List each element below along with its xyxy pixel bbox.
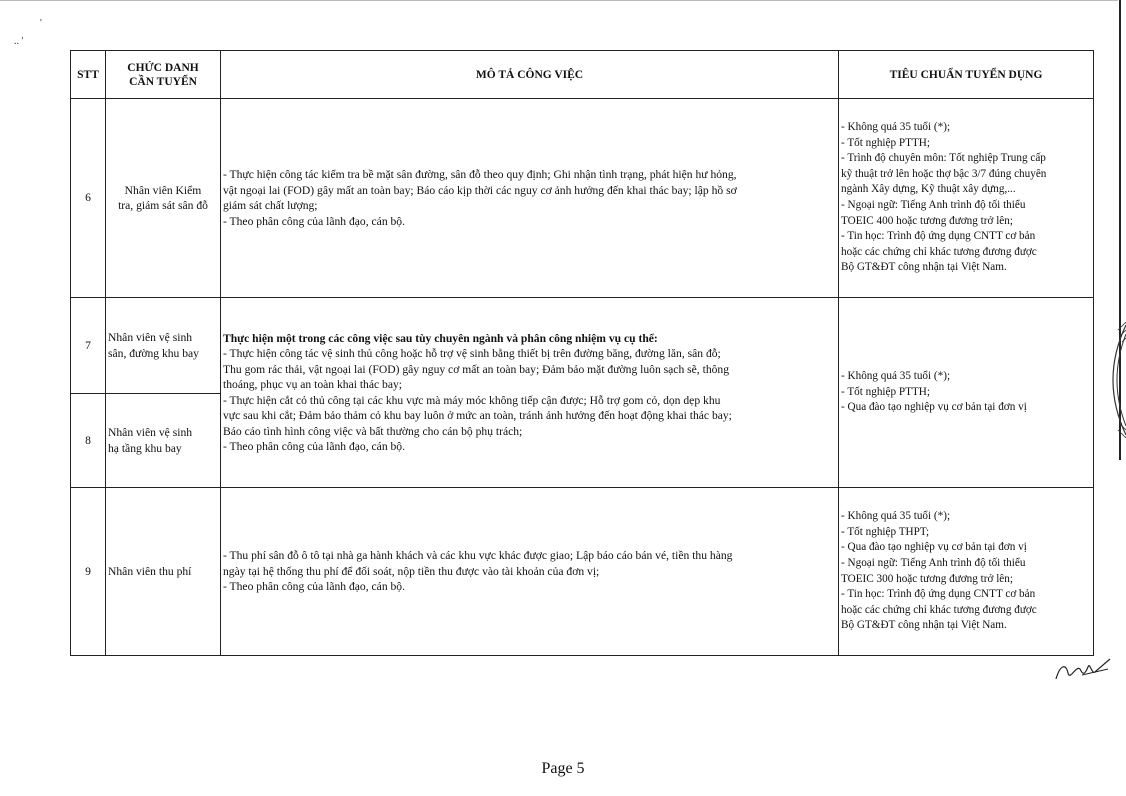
- row-description: [221, 99, 839, 298]
- requirement-line: - Tốt nghiệp PTTH;: [841, 136, 930, 149]
- requirement-line: - Tin học: Trình độ ứng dụng CNTT cơ bản: [841, 230, 1036, 243]
- requirement-line: hoặc các chứng chỉ khác tương đương được: [841, 245, 1037, 258]
- requirement-line: - Trình độ chuyên môn: Tốt nghiệp Trung cấp: [841, 152, 1046, 165]
- description-line: - Theo phân công của lãnh đạo, cán bộ.: [223, 214, 406, 228]
- row-requirements: [839, 99, 1094, 298]
- description-line: vật ngoại lai (FOD) gây mất an toàn bay; Báo cáo kịp thời các nguy cơ ảnh hưởng đến khai thác bay; lập hồ sơ: [223, 183, 737, 197]
- row-title: [106, 394, 221, 488]
- requirement-line: - Tốt nghiệp PTTH;: [841, 385, 930, 398]
- description-line: thoáng, phục vụ an toàn khai thác bay;: [223, 378, 403, 391]
- row-title: [106, 488, 221, 656]
- row-title-line: sân, đường khu bay: [108, 346, 199, 360]
- description-line: giám sát chất lượng;: [223, 199, 318, 212]
- requirement-line: - Qua đào tạo nghiệp vụ cơ bản tại đơn vị: [841, 541, 1027, 554]
- description-line: vực sau khi cắt; Đảm bảo thảm cỏ khu bay luôn ở mức an toàn, tránh ảnh hưởng đến hoạt động khai thác bay;: [223, 409, 732, 422]
- description-heading: Thực hiện một trong các công việc sau tùy chuyên ngành và phân công nhiệm vụ cụ thể:: [223, 331, 658, 345]
- row-title: [106, 298, 221, 394]
- header-title-line: CHỨC DANH: [127, 61, 199, 74]
- scan-speck: ': [40, 18, 42, 29]
- row-requirements: [839, 488, 1094, 656]
- description-line: - Thực hiện công tác vệ sinh thủ công hoặc hỗ trợ vệ sinh bằng thiết bị trên đường băng, đường lăn, sân đỗ;: [223, 347, 721, 360]
- requirement-line: TOEIC 400 hoặc tương đương trở lên;: [841, 214, 1013, 227]
- description-line: - Theo phân công của lãnh đạo, cán bộ.: [223, 580, 406, 594]
- table-row: [71, 488, 1094, 656]
- description-line: Báo cáo tình hình công việc và bất thường cho cán bộ phụ trách;: [223, 424, 523, 438]
- description-line: - Thực hiện công tác kiểm tra bề mặt sân đường, sân đỗ theo quy định; Ghi nhận tình trạng, phát hiện hư hỏng,: [223, 168, 737, 181]
- stamp-ring-graphic: [1096, 320, 1126, 440]
- row-title-line: hạ tầng khu bay: [108, 441, 182, 455]
- signature-scribble: [1052, 655, 1112, 685]
- row-title-line: Nhân viên thu phí: [108, 564, 192, 578]
- description-line: - Thực hiện cắt cỏ thủ công tại các khu vực mà máy móc không tiếp cận được; Hỗ trợ gom cỏ, dọn dẹp khu: [223, 393, 721, 407]
- row-title-line: Nhân viên vệ sinh: [108, 331, 193, 344]
- requirement-line: - Không quá 35 tuổi (*);: [841, 370, 951, 383]
- description-line: - Theo phân công của lãnh đạo, cán bộ.: [223, 440, 406, 453]
- requirement-line: - Ngoại ngữ: Tiếng Anh trình độ tối thiểu: [841, 556, 1026, 569]
- table-header-row: [71, 51, 1094, 99]
- requirement-line: - Qua đào tạo nghiệp vụ cơ bản tại đơn vị: [841, 401, 1027, 414]
- table-row: [71, 298, 1094, 394]
- row-requirements: [839, 298, 1094, 488]
- page-number: Page 5: [541, 760, 585, 777]
- header-description: MÔ TẢ CÔNG VIỆC: [221, 51, 839, 99]
- row-description: [221, 298, 839, 488]
- row-stt: 7: [71, 298, 106, 394]
- top-edge-line: [0, 0, 1118, 1]
- scan-speck: .. ': [14, 36, 24, 47]
- header-requirements: TIÊU CHUẨN TUYỂN DỤNG: [839, 51, 1094, 99]
- requirement-line: TOEIC 300 hoặc tương đương trở lên;: [841, 572, 1013, 585]
- header-stt: STT: [71, 51, 106, 99]
- requirement-line: - Tin học: Trình độ ứng dụng CNTT cơ bản: [841, 588, 1036, 601]
- requirement-line: - Không quá 35 tuổi (*);: [841, 510, 951, 523]
- row-stt: 6: [71, 99, 106, 298]
- requirement-line: - Không quá 35 tuổi (*);: [841, 121, 951, 134]
- row-title: [106, 99, 221, 298]
- header-title: [106, 51, 221, 99]
- header-title-line: CẦN TUYỂN: [129, 75, 197, 88]
- requirement-line: Bộ GT&ĐT công nhận tại Việt Nam.: [841, 261, 1007, 274]
- requirement-line: ngành Xây dựng, Kỹ thuật xây dựng,...: [841, 183, 1016, 196]
- job-table: [70, 50, 1094, 656]
- requirement-line: kỹ thuật trở lên hoặc thợ bậc 3/7 đúng chuyên: [841, 167, 1047, 180]
- description-line: - Thu phí sân đỗ ô tô tại nhà ga hành khách và các khu vực khác được giao; Lập báo cáo bán vé, tiền thu hàng: [223, 549, 733, 563]
- requirement-line: - Ngoại ngữ: Tiếng Anh trình độ tối thiểu: [841, 199, 1026, 211]
- requirement-line: Bộ GT&ĐT công nhận tại Việt Nam.: [841, 619, 1007, 632]
- row-title-line: Nhân viên vệ sinh: [108, 426, 193, 439]
- requirement-line: - Tốt nghiệp THPT;: [841, 525, 930, 538]
- description-line: ngày tại hệ thống thu phí để đối soát, nộp tiền thu được vào tài khoản của đơn vị;: [223, 564, 600, 578]
- row-title-line: tra, giám sát sân đỗ: [118, 199, 208, 212]
- requirement-line: hoặc các chứng chỉ khác tương đương được: [841, 603, 1037, 616]
- partial-stamp: [1096, 320, 1126, 440]
- row-title-line: Nhân viên Kiểm: [124, 183, 202, 197]
- row-description: [221, 488, 839, 656]
- description-line: Thu gom rác thải, vật ngoại lai (FOD) gây nguy cơ mất an toàn bay; Đảm bảo mặt đường luôn sạch sẽ, thông: [223, 362, 730, 376]
- table-row: [71, 99, 1094, 298]
- row-stt: 9: [71, 488, 106, 656]
- row-stt: 8: [71, 394, 106, 488]
- signature-graphic: [1052, 655, 1112, 685]
